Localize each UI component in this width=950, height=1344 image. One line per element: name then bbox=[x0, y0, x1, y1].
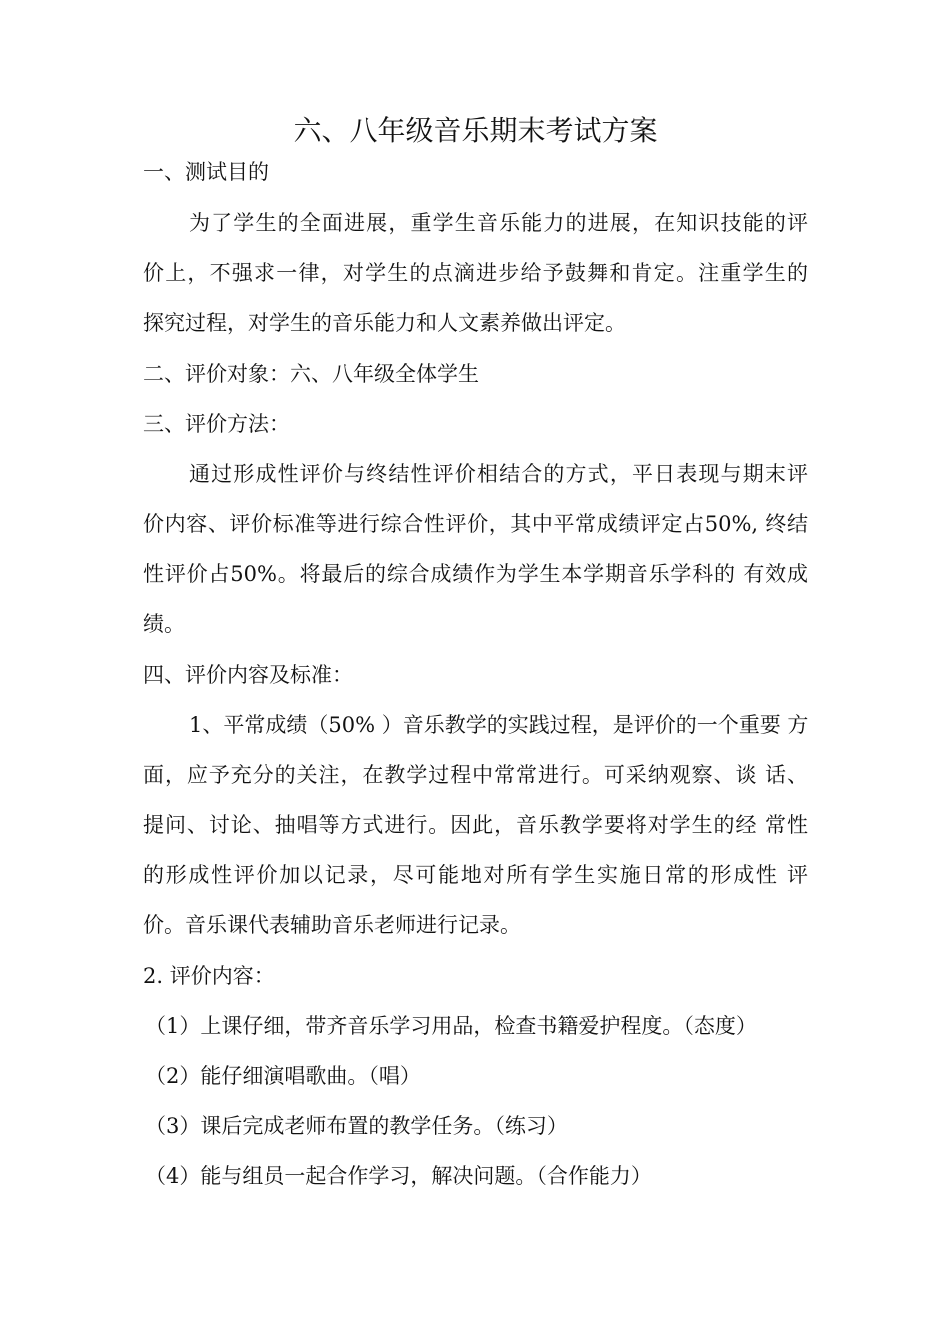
paragraph-line: 面，应予充分的关注，在教学过程中常常进行。可采纳观察、谈 话、 bbox=[143, 763, 808, 787]
section-heading-purpose: 一、测试目的 bbox=[143, 160, 269, 184]
paragraph-line: 通过形成性评价与终结性评价相结合的方式，平日表现与期末评 bbox=[189, 462, 808, 486]
paragraph-line: 价上，不强求一律，对学生的点滴进步给予鼓舞和肯定。注重学生的 bbox=[143, 261, 808, 285]
paragraph-line: 探究过程，对学生的音乐能力和人文素养做出评定。 bbox=[143, 311, 626, 335]
paragraph-line: 为了学生的全面进展，重学生音乐能力的进展，在知识技能的评 bbox=[189, 211, 808, 235]
paragraph-line: 1、平常成绩（50% ）音乐教学的实践过程，是评价的一个重要 方 bbox=[189, 713, 808, 737]
list-item: （3）课后完成老师布置的教学任务。（练习） bbox=[145, 1114, 568, 1138]
section-heading-target: 二、评价对象：六、八年级全体学生 bbox=[143, 362, 479, 386]
paragraph-line: 的形成性评价加以记录，尽可能地对所有学生实施日常的形成性 评 bbox=[143, 863, 808, 887]
paragraph-line: 性评价占50%。将最后的综合成绩作为学生本学期音乐学科的 有效成 bbox=[143, 562, 808, 586]
document-title: 六、八年级音乐期末考试方案 bbox=[293, 114, 658, 147]
list-item: （1）上课仔细，带齐音乐学习用品，检查书籍爱护程度。（态度） bbox=[145, 1014, 757, 1038]
paragraph-line: 价。音乐课代表辅助音乐老师进行记录。 bbox=[143, 913, 521, 937]
section-heading-method: 三、评价方法： bbox=[143, 412, 290, 436]
section-heading-content: 四、评价内容及标准： bbox=[143, 663, 353, 687]
paragraph-line: 绩。 bbox=[143, 612, 185, 636]
list-item: （2）能仔细演唱歌曲。（唱） bbox=[145, 1064, 421, 1088]
list-item: （4）能与组员一起合作学习，解决问题。（合作能力） bbox=[145, 1164, 652, 1188]
subheading-evaluation-content: 2. 评价内容： bbox=[143, 964, 275, 988]
paragraph-line: 价内容、评价标准等进行综合性评价，其中平常成绩评定占50%, 终结 bbox=[143, 512, 808, 536]
paragraph-line: 提问、讨论、抽唱等方式进行。因此，音乐教学要将对学生的经 常性 bbox=[143, 813, 808, 837]
